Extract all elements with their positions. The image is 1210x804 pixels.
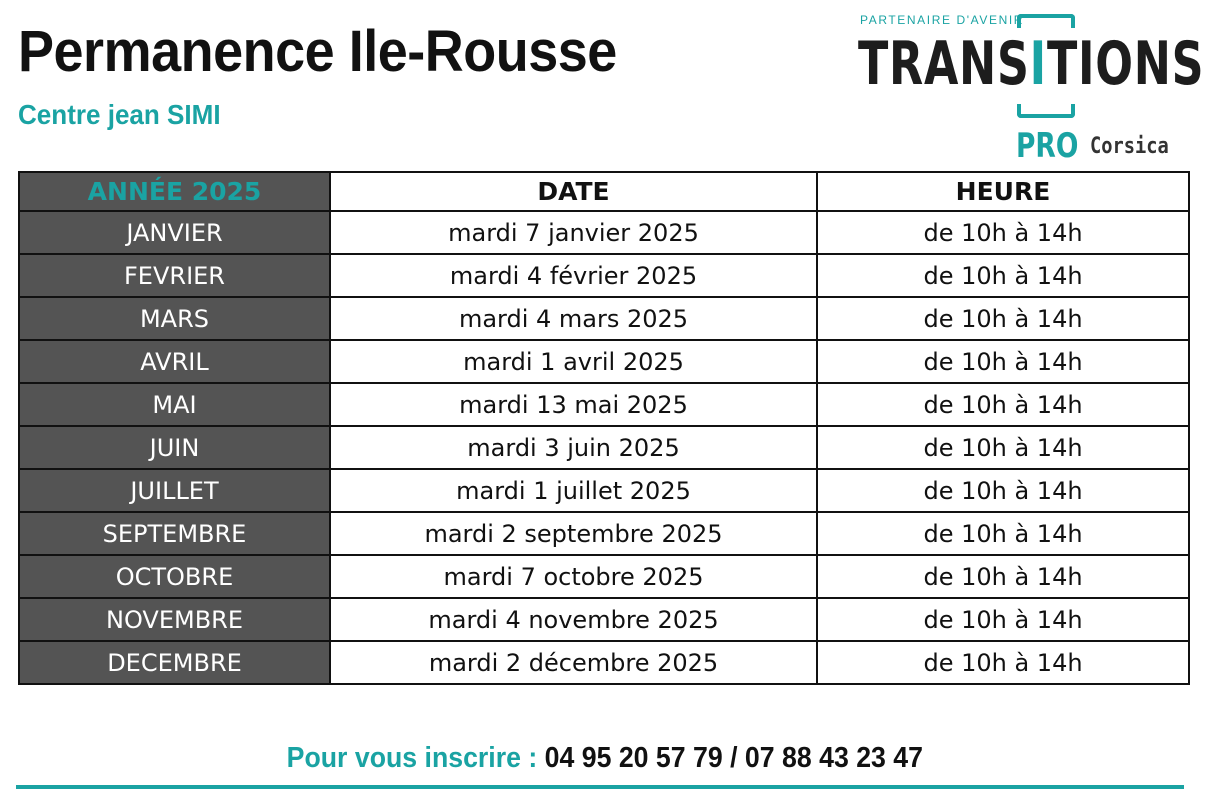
- phone-numbers: 04 95 20 57 79 / 07 88 43 23 47: [544, 742, 924, 774]
- date-cell: mardi 4 novembre 2025: [330, 598, 817, 641]
- header-date: DATE: [330, 172, 817, 211]
- month-cell: MARS: [19, 297, 330, 340]
- table-row: [19, 340, 1189, 383]
- date-cell: mardi 13 mai 2025: [330, 383, 817, 426]
- transitions-pro-logo: [856, 10, 1205, 170]
- time-cell: de 10h à 14h: [817, 555, 1189, 598]
- month-cell: OCTOBRE: [19, 555, 330, 598]
- table-row: [19, 555, 1189, 598]
- time-cell: de 10h à 14h: [817, 426, 1189, 469]
- time-cell: de 10h à 14h: [817, 211, 1189, 254]
- schedule-table: [18, 171, 1190, 685]
- logo-bracket-top: [1017, 14, 1075, 28]
- table-row: [19, 211, 1189, 254]
- time-cell: de 10h à 14h: [817, 469, 1189, 512]
- date-cell: mardi 1 juillet 2025: [330, 469, 817, 512]
- date-cell: mardi 7 janvier 2025: [330, 211, 817, 254]
- logo-wordmark-highlight: I: [1029, 29, 1047, 99]
- month-cell: MAI: [19, 383, 330, 426]
- month-cell: JUILLET: [19, 469, 330, 512]
- date-cell: mardi 2 septembre 2025: [330, 512, 817, 555]
- time-cell: de 10h à 14h: [817, 383, 1189, 426]
- table-row: [19, 469, 1189, 512]
- time-cell: de 10h à 14h: [817, 340, 1189, 383]
- table-header-row: [19, 172, 1189, 211]
- month-cell: JANVIER: [19, 211, 330, 254]
- page-title: Permanence Ile-Rousse: [18, 19, 617, 84]
- page-subtitle: Centre jean SIMI: [18, 99, 221, 130]
- registration-label: Pour vous inscrire :: [286, 742, 545, 774]
- table-row: [19, 254, 1189, 297]
- table-row: [19, 426, 1189, 469]
- header-time: HEURE: [817, 172, 1189, 211]
- date-cell: mardi 4 mars 2025: [330, 297, 817, 340]
- date-cell: mardi 1 avril 2025: [330, 340, 817, 383]
- logo-region: Corsica: [1090, 134, 1169, 159]
- logo-wordmark: [858, 28, 1204, 100]
- month-cell: FEVRIER: [19, 254, 330, 297]
- date-cell: mardi 3 juin 2025: [330, 426, 817, 469]
- table-row: [19, 297, 1189, 340]
- date-cell: mardi 4 février 2025: [330, 254, 817, 297]
- table-row: [19, 598, 1189, 641]
- time-cell: de 10h à 14h: [817, 598, 1189, 641]
- logo-pro: PRO: [1016, 126, 1079, 166]
- table-row: [19, 512, 1189, 555]
- table-row: [19, 383, 1189, 426]
- time-cell: de 10h à 14h: [817, 641, 1189, 684]
- time-cell: de 10h à 14h: [817, 297, 1189, 340]
- logo-bracket-bottom: [1017, 104, 1075, 118]
- footer-divider: [16, 785, 1184, 789]
- logo-wordmark-part2: TIONS: [1046, 29, 1205, 99]
- month-cell: SEPTEMBRE: [19, 512, 330, 555]
- time-cell: de 10h à 14h: [817, 254, 1189, 297]
- month-cell: AVRIL: [19, 340, 330, 383]
- registration-footer: [0, 742, 1210, 775]
- table-row: [19, 641, 1189, 684]
- header-year: ANNÉE 2025: [19, 172, 330, 211]
- date-cell: mardi 2 décembre 2025: [330, 641, 817, 684]
- month-cell: JUIN: [19, 426, 330, 469]
- logo-tagline: PARTENAIRE D'AVENIR: [860, 13, 1025, 27]
- date-cell: mardi 7 octobre 2025: [330, 555, 817, 598]
- time-cell: de 10h à 14h: [817, 512, 1189, 555]
- month-cell: NOVEMBRE: [19, 598, 330, 641]
- logo-wordmark-part1: TRANS: [858, 29, 1030, 99]
- month-cell: DECEMBRE: [19, 641, 330, 684]
